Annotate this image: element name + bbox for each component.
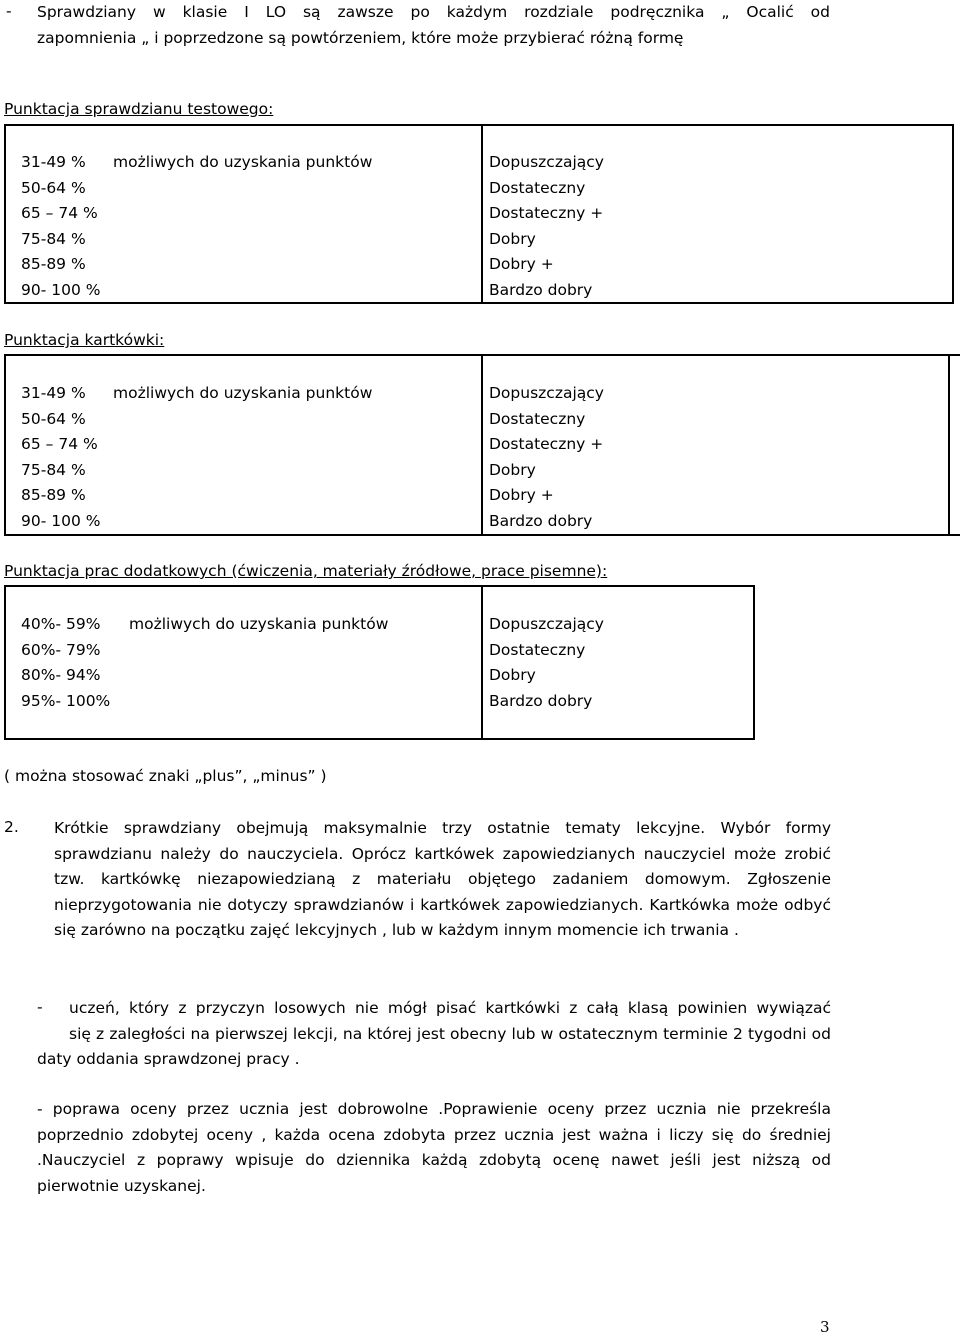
quiz-heading: Punktacja kartkówki: xyxy=(4,331,165,349)
quiz-row: 50-64 % xyxy=(21,409,86,428)
quiz-grade: Dostateczny xyxy=(489,409,586,428)
quiz-ranges xyxy=(21,381,372,534)
extra-row: 80%- 94% xyxy=(21,666,101,684)
extra-grades xyxy=(489,612,604,714)
point2-number: 2. xyxy=(4,818,19,836)
point2-paragraph: Krótkie sprawdziany obejmują maksymalnie trzy ostatnie tematy lekcyjne. Wybór formy sprawdzianu należy do nauczyciela. Oprócz kartkówek zapowiedzianych nauczyciel może zrobić tzw. kartkówkę niezapowiedzianą z materiału objętego zadaniem domowym. Zgłoszenie nieprzygotowania nie dotyczy sprawdzianów i kartkówek zapowiedzianych. Kartkówka może odbyć się zarówno na początku zajęć lekcyjnych , lub w każdym innym momencie ich trwania . xyxy=(54,819,831,939)
test-grade: Dostateczny + xyxy=(489,204,604,222)
quiz-table-divider xyxy=(481,354,483,536)
bullet1-rest: się z zaległości na pierwszej lekcji, na której jest obecny lub w ostatecznym terminie 2 tygodni od daty oddania sprawdzonej pracy . xyxy=(37,1024,831,1068)
extra-table-divider xyxy=(481,585,483,740)
intro-line-2: zapomnienia „ i poprzedzone są powtórzeniem, które może przybierać różną formę xyxy=(37,28,684,47)
bullet2-paragraph: - poprawa oceny przez ucznia jest dobrowolne .Poprawienie oceny przez ucznia nie przekreśla poprzednio zdobytej oceny , każda ocena zdobyta przez ucznia jest ważna i liczy się do średniej .Nauczyciel z poprawy wpisuje do dziennika każdą zdobytą ocenę nawet jeśli jest niższą od pierwotnie uzyskanej. xyxy=(37,1100,831,1195)
test-grade: Dostateczny xyxy=(489,178,586,197)
quiz-grade: Dostateczny + xyxy=(489,435,604,453)
quiz-grade: Dobry + xyxy=(489,486,554,504)
test-grade: Dobry + xyxy=(489,255,554,273)
test-grade: Bardzo dobry xyxy=(489,280,593,299)
test-heading: Punktacja sprawdzianu testowego: xyxy=(4,100,274,118)
extra-row: 95%- 100% xyxy=(21,691,111,710)
extra-heading: Punktacja prac dodatkowych (ćwiczenia, materiały źródłowe, prace pisemne): xyxy=(4,562,608,580)
quiz-grade: Dopuszczający xyxy=(489,384,604,402)
quiz-row: 85-89 % xyxy=(21,486,86,504)
test-row: 31-49 % możliwych do uzyskania punktów xyxy=(21,153,373,171)
test-row: 65 – 74 % xyxy=(21,204,98,222)
extra-grade: Bardzo dobry xyxy=(489,691,593,710)
extra-row: 60%- 79% xyxy=(21,640,101,659)
quiz-table-right-edge xyxy=(948,354,950,536)
intro-dash: - xyxy=(6,2,12,20)
extra-grade: Dobry xyxy=(489,666,536,684)
test-grades xyxy=(489,150,604,303)
test-row: 75-84 % xyxy=(21,229,86,248)
extra-grade: Dostateczny xyxy=(489,640,586,659)
test-grade: Dobry xyxy=(489,229,536,248)
bullet1-dash: - xyxy=(37,998,43,1016)
test-row: 90- 100 % xyxy=(21,280,101,299)
test-row: 85-89 % xyxy=(21,255,86,273)
quiz-grade: Dobry xyxy=(489,460,536,479)
test-row: 50-64 % xyxy=(21,178,86,197)
quiz-row: 90- 100 % xyxy=(21,511,101,530)
test-grade: Dopuszczający xyxy=(489,153,604,171)
bullet1-first-line: uczeń, który z przyczyn losowych nie mógł pisać kartkówki z całą klasą powinien wywiązać xyxy=(69,999,831,1017)
extra-grade: Dopuszczający xyxy=(489,615,604,633)
intro-paragraph xyxy=(37,0,830,51)
quiz-row: 31-49 % możliwych do uzyskania punktów xyxy=(21,384,373,402)
extra-row: 40%- 59% możliwych do uzyskania punktów xyxy=(21,615,389,633)
page-number: 3 xyxy=(820,1318,830,1336)
test-ranges xyxy=(21,150,372,303)
quiz-row: 75-84 % xyxy=(21,460,86,479)
extra-ranges xyxy=(21,612,388,714)
quiz-grade: Bardzo dobry xyxy=(489,511,593,530)
intro-line-1: Sprawdziany w klasie I LO są zawsze po każdym rozdziale podręcznika „ Ocalić od xyxy=(37,3,830,21)
test-table-divider xyxy=(481,124,483,304)
signs-note: ( można stosować znaki „plus”, „minus” ) xyxy=(4,767,327,785)
quiz-row: 65 – 74 % xyxy=(21,435,98,453)
quiz-grades xyxy=(489,381,604,534)
